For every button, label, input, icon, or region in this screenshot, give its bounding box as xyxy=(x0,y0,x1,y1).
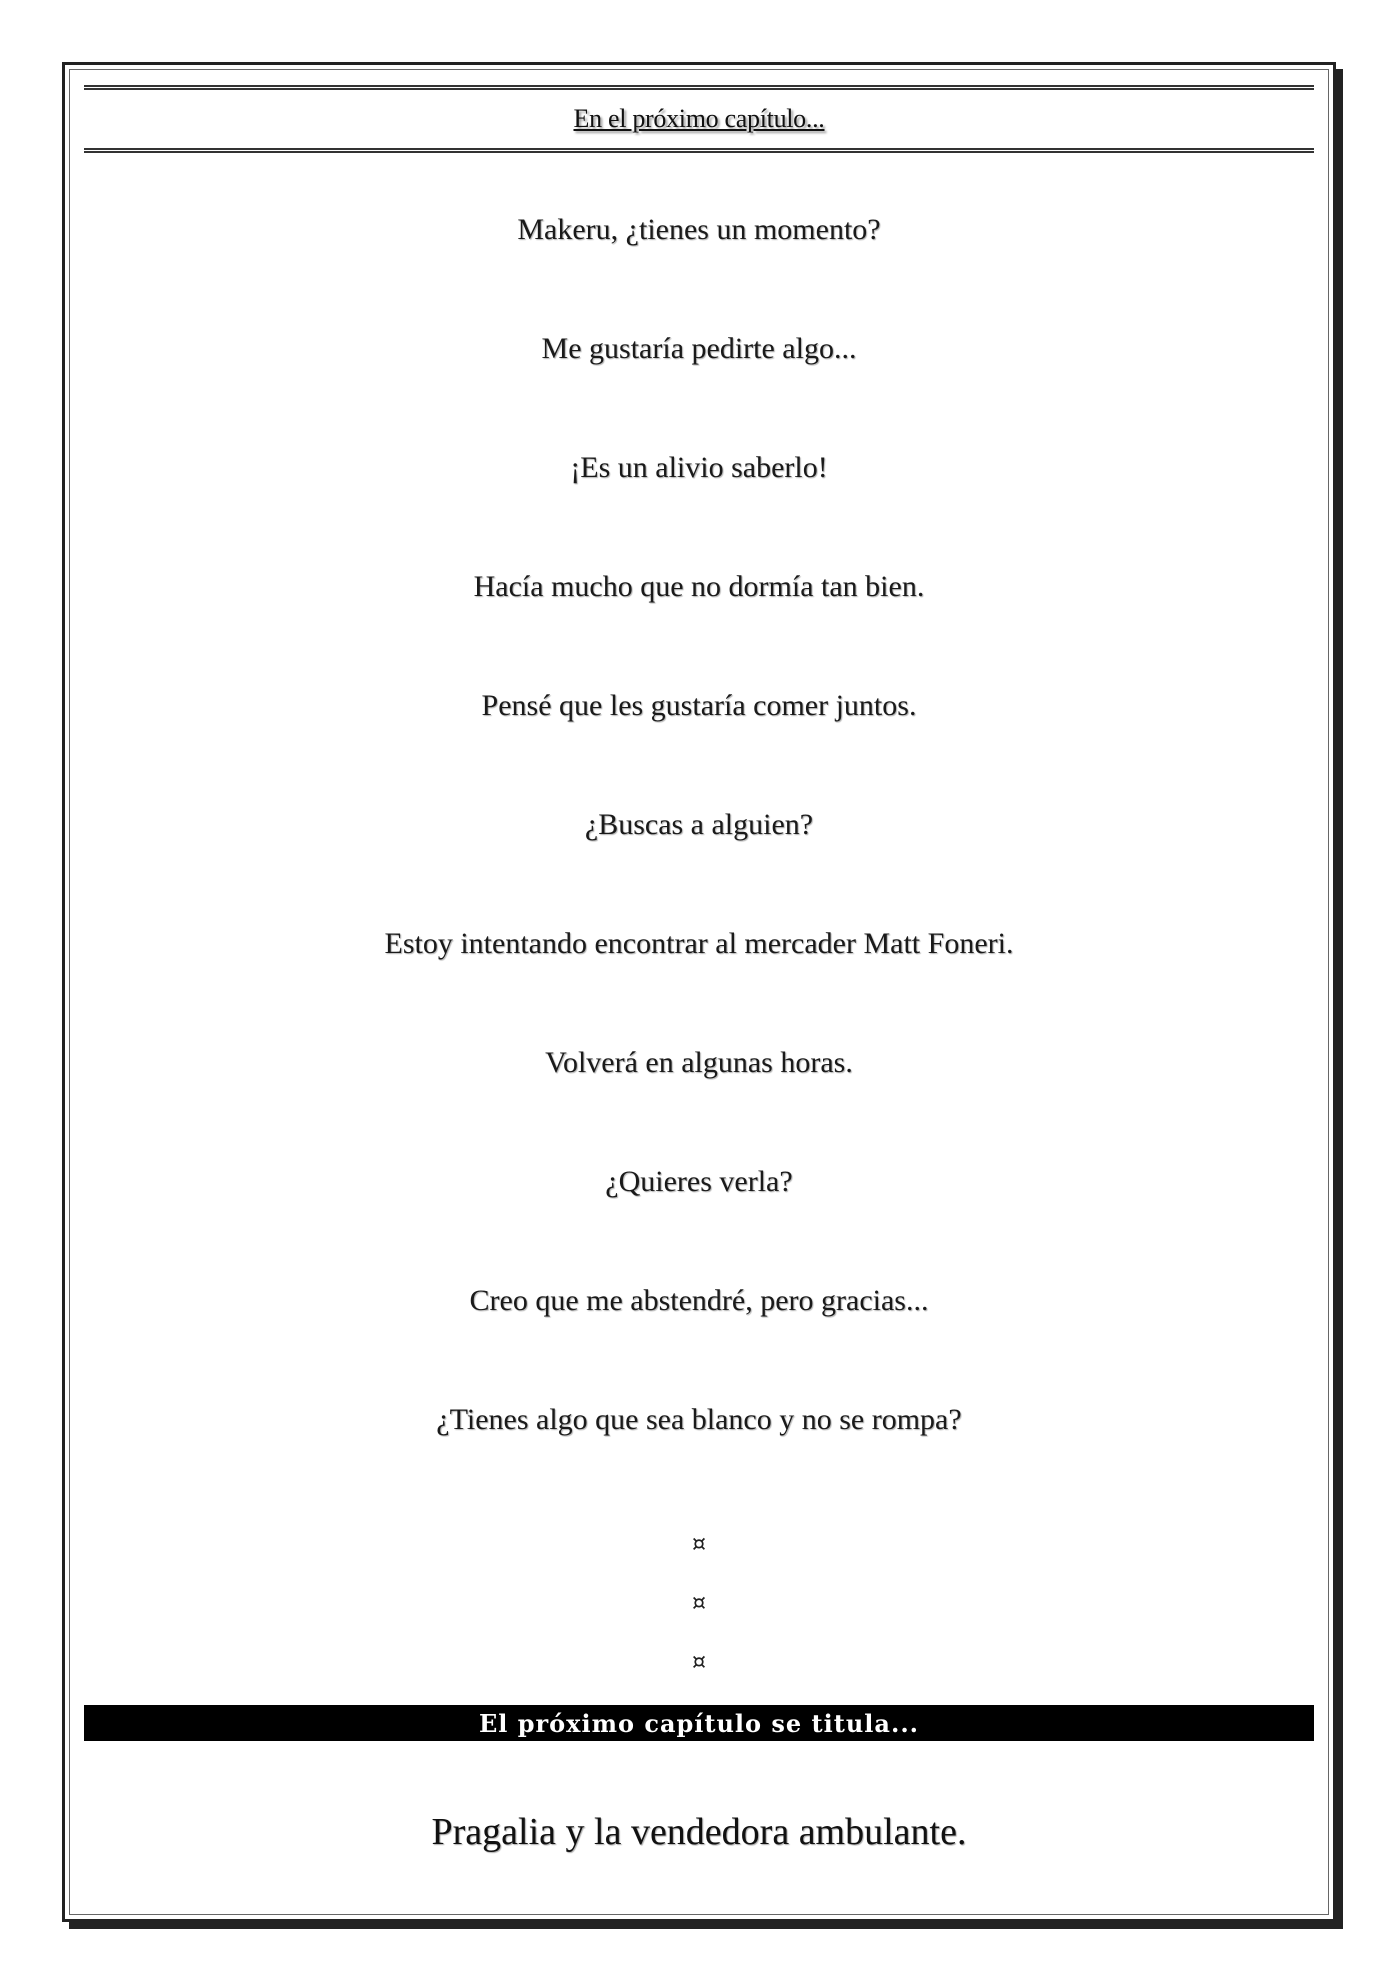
dialogue-line: Estoy intentando encontrar al mercader Matt Foneri. xyxy=(384,927,1014,960)
dialogue-line: Volverá en algunas horas. xyxy=(545,1046,853,1079)
dialogue-line: Hacía mucho que no dormía tan bien. xyxy=(473,570,925,603)
dialogue-line: Me gustaría pedirte algo... xyxy=(541,332,857,365)
header-title: En el próximo capítulo... xyxy=(573,104,825,133)
dialogue-line: ¿Buscas a alguien? xyxy=(584,808,814,841)
ornament-separator xyxy=(84,1525,1314,1702)
dialogue-line: Pensé que les gustaría comer juntos. xyxy=(481,689,917,722)
dialogue-line: ¡Es un alivio saberlo! xyxy=(570,451,828,484)
ornament-icon: ¤ xyxy=(692,1650,706,1675)
dialogue-line: Creo que me abstendré, pero gracias... xyxy=(469,1284,929,1317)
next-chapter-banner xyxy=(84,1705,1314,1741)
dialogue-list xyxy=(84,195,1314,1504)
dialogue-line: ¿Quieres verla? xyxy=(605,1165,793,1198)
dialogue-line: Makeru, ¿tienes un momento? xyxy=(517,213,881,246)
ornament-icon: ¤ xyxy=(692,1532,706,1557)
next-chapter-title: Pragalia y la vendedora ambulante. xyxy=(431,1811,967,1853)
next-chapter-label: El próximo capítulo se titula... xyxy=(478,1708,920,1738)
page-frame xyxy=(62,62,1336,1922)
header-band xyxy=(84,85,1314,153)
dialogue-line: ¿Tienes algo que sea blanco y no se rompa? xyxy=(436,1403,962,1436)
ornament-icon: ¤ xyxy=(692,1591,706,1616)
